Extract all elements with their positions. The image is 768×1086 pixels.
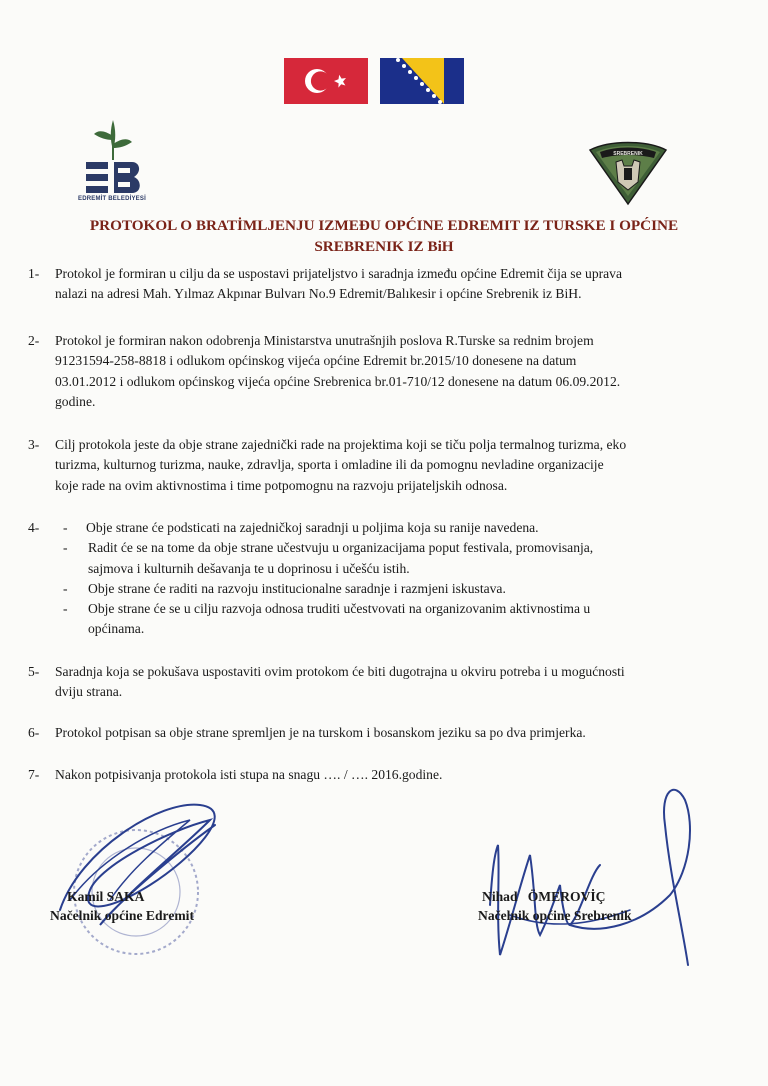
- title-line-2: SREBRENIK IZ BiH: [314, 238, 454, 255]
- item-number: 5-: [28, 664, 40, 679]
- item-text-line: Protokol je formiran nakon odobrenja Ministarstva unutrašnjih poslova R.Turske sa rednim brojem: [55, 333, 594, 348]
- sub-item-text-line: Radit će se na tome da obje strane učestvuju u organizacijama poput festivala, promovisanja,: [88, 540, 594, 556]
- bosnia-flag-icon: [380, 58, 464, 104]
- sub-item-dash: -: [63, 540, 68, 556]
- item-number: 3-: [28, 437, 40, 452]
- item-number: 2-: [28, 333, 40, 348]
- right-signatory-name: Nihad ÖMEROVİÇ: [482, 889, 606, 904]
- item-text-line: 03.01.2012 i odlukom općinskog vijeća općine Srebrenica br.01-710/12 donesene na datum 06.09.2012.: [55, 373, 621, 389]
- sub-item-text-line: Obje strane će se u cilju razvoja odnosa truditi učestvovati na organizovanim aktivnostima u: [88, 601, 591, 617]
- edremit-logo-caption: EDREMİT BELEDİYESİ: [78, 196, 146, 202]
- sub-item-text-line: Obje strane će raditi na razvoju institucionalne saradnje i razmjeni iskustava.: [88, 580, 506, 596]
- item-number: 4-: [28, 520, 40, 535]
- sub-item-text-line: općinama.: [88, 621, 145, 637]
- sub-item-text-line: Obje strane će podsticati na zajedničkoj saradnji u poljima koja su ranije navedena.: [86, 520, 539, 535]
- left-signatory-title: Načelnik općine Edremit: [50, 908, 194, 923]
- turkey-flag-icon: [284, 58, 368, 104]
- left-signatory-name: Kamil SAKA: [67, 889, 145, 904]
- sub-item-dash: -: [63, 520, 68, 535]
- item-text-line: dviju strana.: [55, 684, 123, 700]
- title-line-1: PROTOKOL O BRATİMLJENJU IZMEĐU OPĆINE EDREMIT IZ TURSKE I OPĆINE: [89, 217, 679, 234]
- document-title: [40, 215, 728, 257]
- edremit-municipality-logo-icon: [80, 116, 146, 200]
- item-text-line: nalazi na adresi Mah. Yılmaz Akpınar Bulvarı No.9 Edremit/Balıkesir i općine Srebrenik iz BiH.: [55, 286, 582, 302]
- item-text-line: Protokol je formiran u cilju da se uspostavi prijateljstvo i saradnja između općine Edremit čija se uprava: [55, 266, 623, 281]
- svg-text:SREBRENIK: SREBRENIK: [613, 151, 643, 157]
- item-text-line: godine.: [55, 393, 96, 409]
- sub-item-dash: -: [63, 601, 68, 617]
- sub-item-text-line: sajmova i kulturnih dešavanja te u doprinosu i učešću istih.: [88, 560, 410, 576]
- item-text-line: koje rade na ovim aktivnostima i time potpomognu na razvoju prijateljskih odnosa.: [55, 477, 508, 493]
- flags: [284, 58, 464, 104]
- item-number: 1-: [28, 266, 40, 281]
- item-number: 6-: [28, 725, 40, 740]
- item-text-line: Saradnja koja se pokušava uspostaviti ovim protokom će biti dugotrajna u okviru potreba i u mogućnosti: [55, 664, 625, 679]
- item-text-line: Cilj protokola jeste da obje strane zajednički rade na projektima koji se tiču polja termalnog turizma, eko: [55, 437, 627, 452]
- item-text-line: 91231594-258-8818 i odlukom općinskog vijeća općine Edremit br.2015/10 donesene na datum: [55, 353, 577, 369]
- item-text-line: turizma, kulturnog turizma, nauke, zdravlja, sporta i omladine ili da pomognu nevladine organizacije: [55, 457, 604, 473]
- item-text-line: Nakon potpisivanja protokola isti stupa na snagu …. / …. 2016.godine.: [55, 767, 443, 782]
- item-number: 7-: [28, 767, 40, 782]
- sub-item-dash: -: [63, 580, 68, 596]
- right-signature-icon: [470, 775, 710, 975]
- right-signatory-title: Načelnik općine Srebrenik: [478, 908, 632, 923]
- item-text-line: Protokol potpisan sa obje strane spremljen je na turskom i bosanskom jeziku sa po dva primjerka.: [55, 725, 586, 740]
- srebrenik-coat-of-arms-icon: [586, 136, 670, 206]
